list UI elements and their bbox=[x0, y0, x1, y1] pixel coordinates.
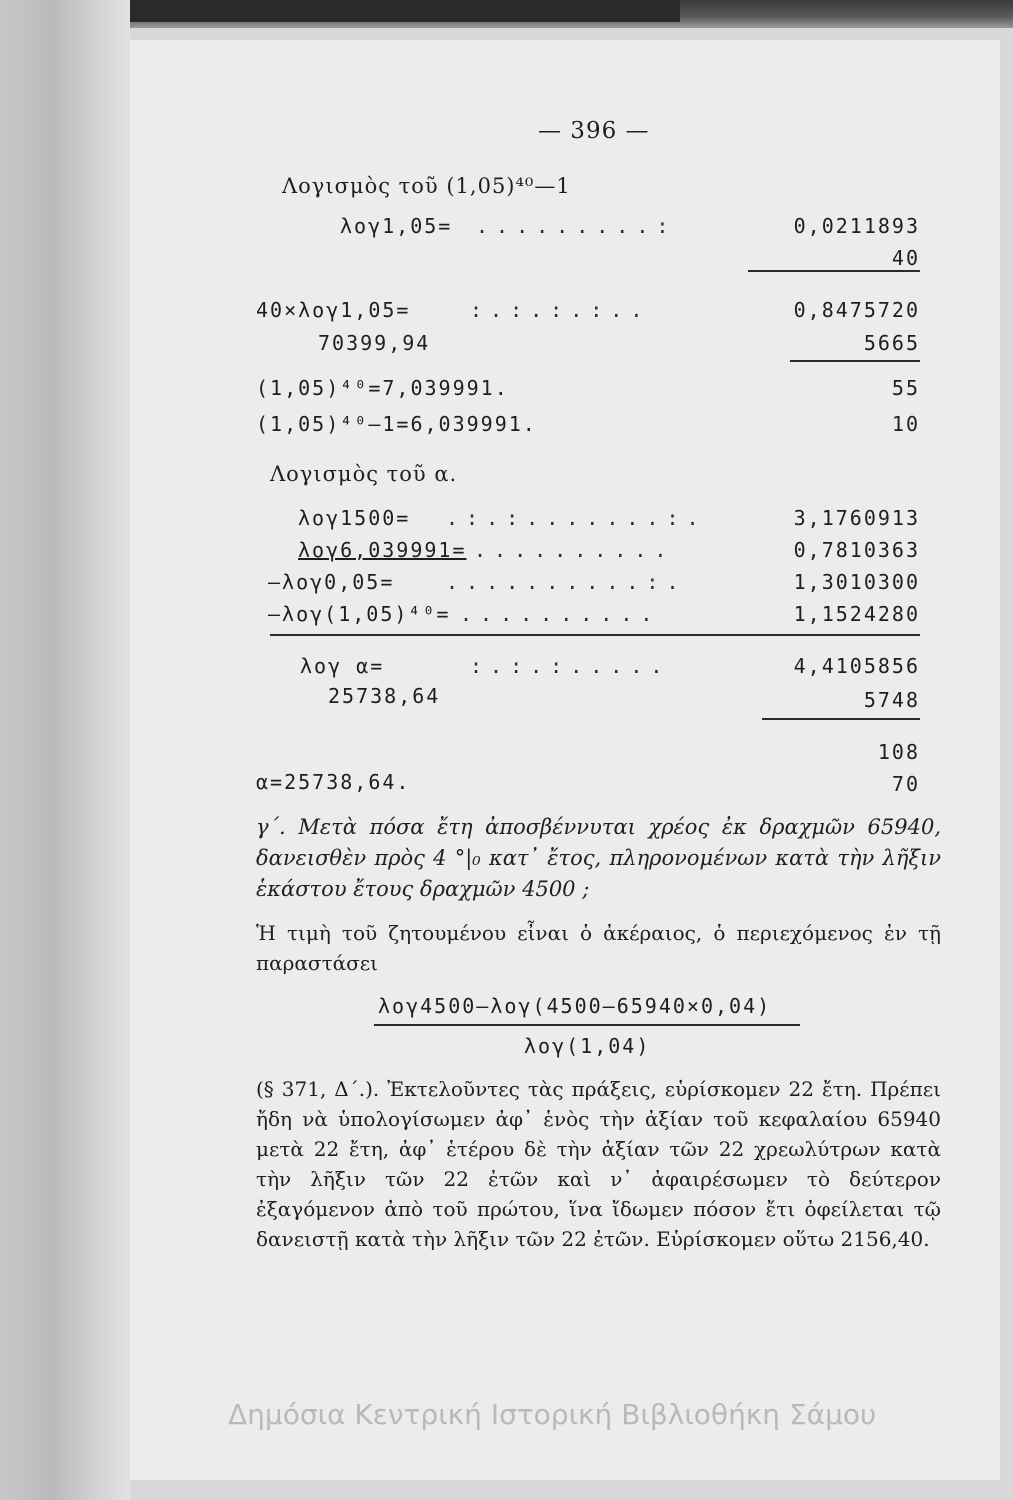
rule bbox=[790, 360, 920, 362]
dot-leader: :.:.:..... bbox=[470, 654, 671, 678]
log1-heading: Λογισμὸς τοῦ (1,05)⁴⁰—1 bbox=[282, 174, 571, 198]
log2-diff2: 70 bbox=[891, 772, 920, 796]
rule bbox=[270, 634, 920, 636]
log1-row2-value: 0,8475720 bbox=[793, 298, 920, 322]
book-left-edge bbox=[0, 0, 130, 1500]
log2-row-label: —λογ0,05= bbox=[268, 570, 395, 594]
log1-row5-right: 10 bbox=[891, 412, 920, 436]
problem-text: γ΄. Μετὰ πόσα ἔτη ἀποσβέννυται χρέος ἐκ δραχμῶν 65940, δανεισθὲν πρὸς 4 °|₀ κατ᾽ ἔτος, πληρονομένων κατὰ τὴν λῆξιν ἑκάστου ἔτους δραχμῶν 4500 ; bbox=[256, 815, 941, 901]
dot-leader: :.:.:.:.. bbox=[470, 298, 651, 322]
log1-row4-right: 55 bbox=[891, 376, 920, 400]
dot-leader: .:.:.......:. bbox=[446, 506, 707, 530]
log1-row2-label: 40×λογ1,05= bbox=[256, 298, 411, 322]
formula-denominator: λογ(1,04) bbox=[524, 1034, 651, 1058]
log2-result-value: 4,4105856 bbox=[793, 654, 920, 678]
log2-final: α=25738,64. bbox=[256, 770, 411, 794]
log1-row5-left: (1,05)⁴⁰—1=6,039991. bbox=[256, 412, 537, 436]
log2-row-label: λογ6,039991= bbox=[298, 538, 467, 562]
log1-row1-multiplier: 40 bbox=[891, 246, 920, 270]
log1-row4-left: (1,05)⁴⁰=7,039991. bbox=[256, 376, 509, 400]
log2-row-label: —λογ(1,05)⁴⁰= bbox=[268, 602, 451, 626]
answer-intro: Ἡ τιμὴ τοῦ ζητουμένου εἶναι ὁ ἀκέραιος, ὁ περιεχόμενος ἐν τῇ παραστάσει bbox=[256, 921, 941, 975]
dot-leader: .......... bbox=[460, 602, 661, 626]
log2-row-value: 3,1760913 bbox=[793, 506, 920, 530]
log2-row-label: λογ1500= bbox=[298, 506, 411, 530]
log1-row3-right: 5665 bbox=[863, 331, 920, 355]
formula-numerator: λογ4500—λογ(4500—65940×0,04) bbox=[378, 994, 772, 1018]
log2-result-label: λογ α= bbox=[300, 654, 385, 678]
page-number: — 396 — bbox=[538, 118, 650, 144]
log2-row-value: 0,7810363 bbox=[793, 538, 920, 562]
log1-row1-label: λογ1,05= bbox=[340, 214, 453, 238]
log1-row3-left: 70399,94 bbox=[318, 331, 431, 355]
log2-heading: Λογισμὸς τοῦ α. bbox=[270, 462, 458, 486]
log2-row-value: 1,3010300 bbox=[793, 570, 920, 594]
log2-sub-left: 25738,64 bbox=[328, 684, 441, 708]
log1-row1-value: 0,0211893 bbox=[793, 214, 920, 238]
rule bbox=[762, 718, 920, 720]
dot-leader: ..........:. bbox=[446, 570, 687, 594]
fraction-bar bbox=[374, 1024, 800, 1026]
closing-text: (§ 371, Δ΄.). Ἐκτελοῦντες τὰς πράξεις, εὑρίσκομεν 22 ἔτη. Πρέπει ἤδη νὰ ὑπολογίσωμεν ἀφ᾽ ἑνὸς τὴν ἀξίαν τοῦ κεφαλαίου 65940 μετὰ 22 ἔτη, ἀφ᾽ ἑτέρου δὲ τὴν ἀξίαν τῶν 22 χρεωλύτρων κατὰ τὴν λῆξιν τῶν 22 ἐτῶν καὶ ν᾽ ἀφαιρέσωμεν τὸ δεύτερον ἐξαγόμενον ἀπὸ τοῦ πρώτου, ἵνα ἴδωμεν πόσον ἔτι ὀφείλεται τῷ δανειστῇ κατὰ τὴν λῆξιν τῶν 22 ἐτῶν. Εὑρίσκομεν οὕτω 2156,40. bbox=[256, 1077, 941, 1251]
log2-row-value: 1,1524280 bbox=[793, 602, 920, 626]
library-watermark: Δημόσια Κεντρική Ιστορική Βιβλιοθήκη Σάμου bbox=[228, 1398, 877, 1431]
dot-leader: .......... bbox=[474, 538, 675, 562]
log2-sub-right: 5748 bbox=[863, 688, 920, 712]
rule bbox=[748, 270, 920, 272]
dot-leader: .........: bbox=[476, 214, 677, 238]
book-top-edge bbox=[0, 0, 1013, 28]
log2-diff: 108 bbox=[877, 740, 920, 764]
